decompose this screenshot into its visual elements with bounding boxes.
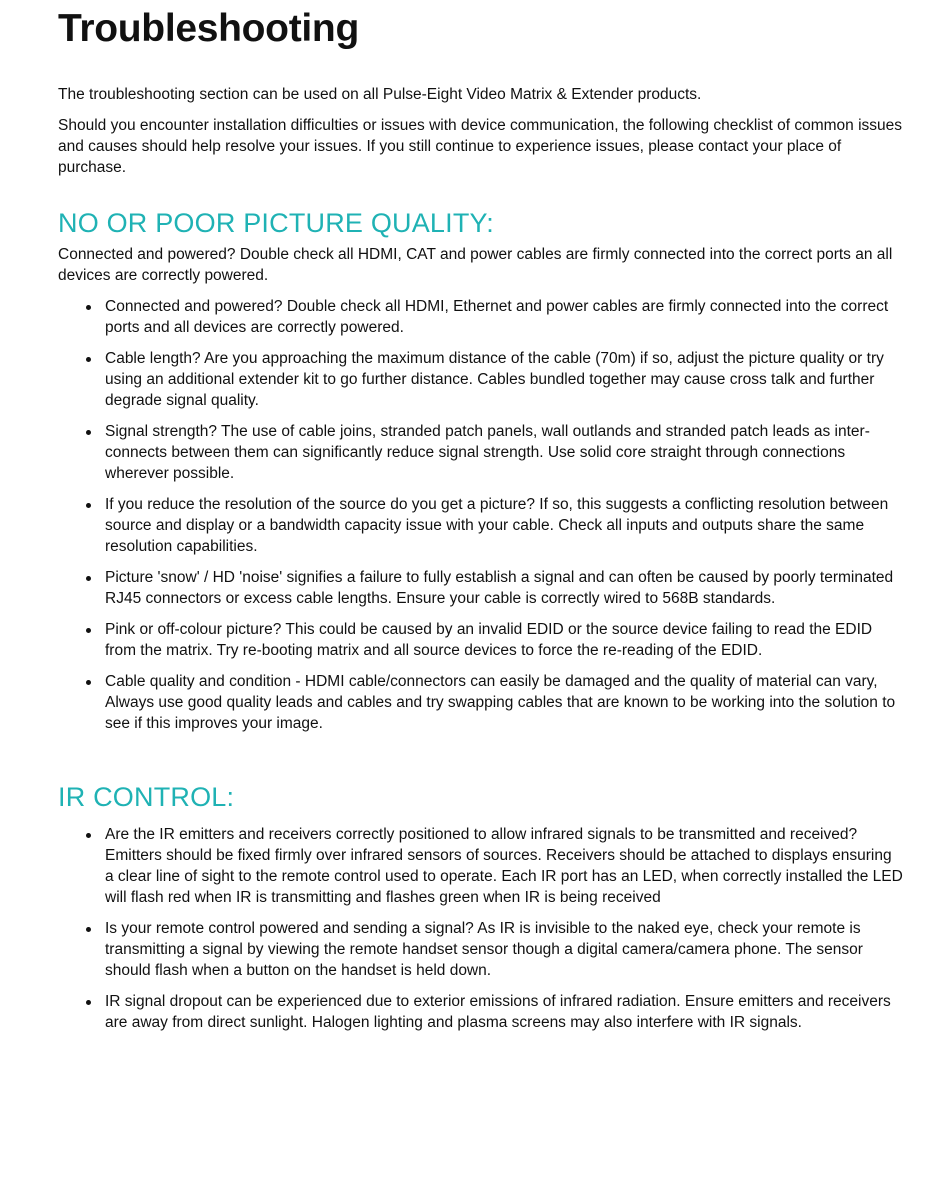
bullet-icon: [86, 503, 91, 508]
list-item: [58, 494, 904, 557]
list-item: [58, 991, 904, 1033]
list-item: [58, 348, 904, 411]
list-item: [58, 421, 904, 484]
bullet-icon: [86, 357, 91, 362]
section-heading-picture-quality: NO OR POOR PICTURE QUALITY:: [58, 208, 494, 238]
bullet-icon: [86, 1000, 91, 1005]
list-item-text: Are the IR emitters and receivers correctly positioned to allow infrared signals to be transmitted and received? Emitters should be fixed firmly over infrared sensors of sources. Receivers should be attached to displays ensuring a clear line of sight to the remote control used to operate. Each IR port has an LED, when correctly installed the LED will flash red when IR is transmitting and flashes green when IR is being received: [105, 826, 903, 906]
list-item-text: IR signal dropout can be experienced due to exterior emissions of infrared radiation. Ensure emitters and receivers are away from direct sunlight. Halogen lighting and plasma screens may also interfere with IR signals.: [105, 993, 891, 1031]
list-item: [58, 824, 904, 908]
list-item: [58, 671, 904, 734]
section-ir-control: [58, 780, 904, 1033]
list-item: [58, 619, 904, 661]
list-item-text: Cable quality and condition - HDMI cable/connectors can easily be damaged and the quality of material can vary, Always use good quality leads and cables and try swapping cables that are known to be working into the solution to see if this improves your image.: [105, 673, 896, 732]
section-heading-ir-control: IR CONTROL:: [58, 782, 235, 812]
document-page: [58, 0, 904, 1033]
list-item-text: Is your remote control powered and sending a signal? As IR is invisible to the naked eye, check your remote is transmitting a signal by viewing the remote handset sensor though a digital camera/camera phone. The sensor should flash when a button on the handset is held down.: [105, 920, 863, 979]
bullet-icon: [86, 305, 91, 310]
bullet-icon: [86, 430, 91, 435]
intro-paragraph-1: The troubleshooting section can be used on all Pulse-Eight Video Matrix & Extender products.: [58, 86, 702, 103]
list-item-text: Cable length? Are you approaching the maximum distance of the cable (70m) if so, adjust the picture quality or try using an additional extender kit to go further distance. Cables bundled together may cause cross talk and further degrade signal quality.: [105, 350, 884, 409]
bullet-icon: [86, 833, 91, 838]
section-picture-quality: [58, 206, 904, 734]
bullet-list-picture-quality: [58, 296, 904, 734]
bullet-list-ir-control: [58, 824, 904, 1033]
page-title: Troubleshooting: [58, 7, 359, 50]
bullet-icon: [86, 680, 91, 685]
list-item-text: Pink or off-colour picture? This could be caused by an invalid EDID or the source device failing to read the EDID from the matrix. Try re-booting matrix and all source devices to force the re-reading of the EDID.: [105, 621, 873, 659]
list-item: [58, 296, 904, 338]
bullet-icon: [86, 927, 91, 932]
bullet-icon: [86, 628, 91, 633]
list-item-text: Signal strength? The use of cable joins, stranded patch panels, wall outlands and stranded patch leads as interconnects between them can significantly reduce signal strength. Use solid core straight through connections wherever possible.: [105, 423, 870, 482]
list-item: [58, 567, 904, 609]
list-item-text: If you reduce the resolution of the source do you get a picture? If so, this suggests a conflicting resolution between source and display or a bandwidth capacity issue with your cable. Check all inputs and outputs share the same resolution capabilities.: [105, 496, 889, 555]
list-item-text: Connected and powered? Double check all HDMI, Ethernet and power cables are firmly connected into the correct ports and all devices are correctly powered.: [105, 298, 889, 336]
section-intro-picture-quality: Connected and powered? Double check all HDMI, CAT and power cables are firmly connected into the correct ports an all devices are correctly powered.: [58, 246, 893, 284]
list-item: [58, 918, 904, 981]
bullet-icon: [86, 576, 91, 581]
intro-paragraph-2: Should you encounter installation difficulties or issues with device communication, the following checklist of common issues and causes should help resolve your issues. If you still continue to experience issues, please contact your place of purchase.: [58, 117, 903, 176]
list-item-text: Picture 'snow' / HD 'noise' signifies a failure to fully establish a signal and can often be caused by poorly terminated RJ45 connectors or excess cable lengths. Ensure your cable is correctly wired to 568B standards.: [105, 569, 894, 607]
